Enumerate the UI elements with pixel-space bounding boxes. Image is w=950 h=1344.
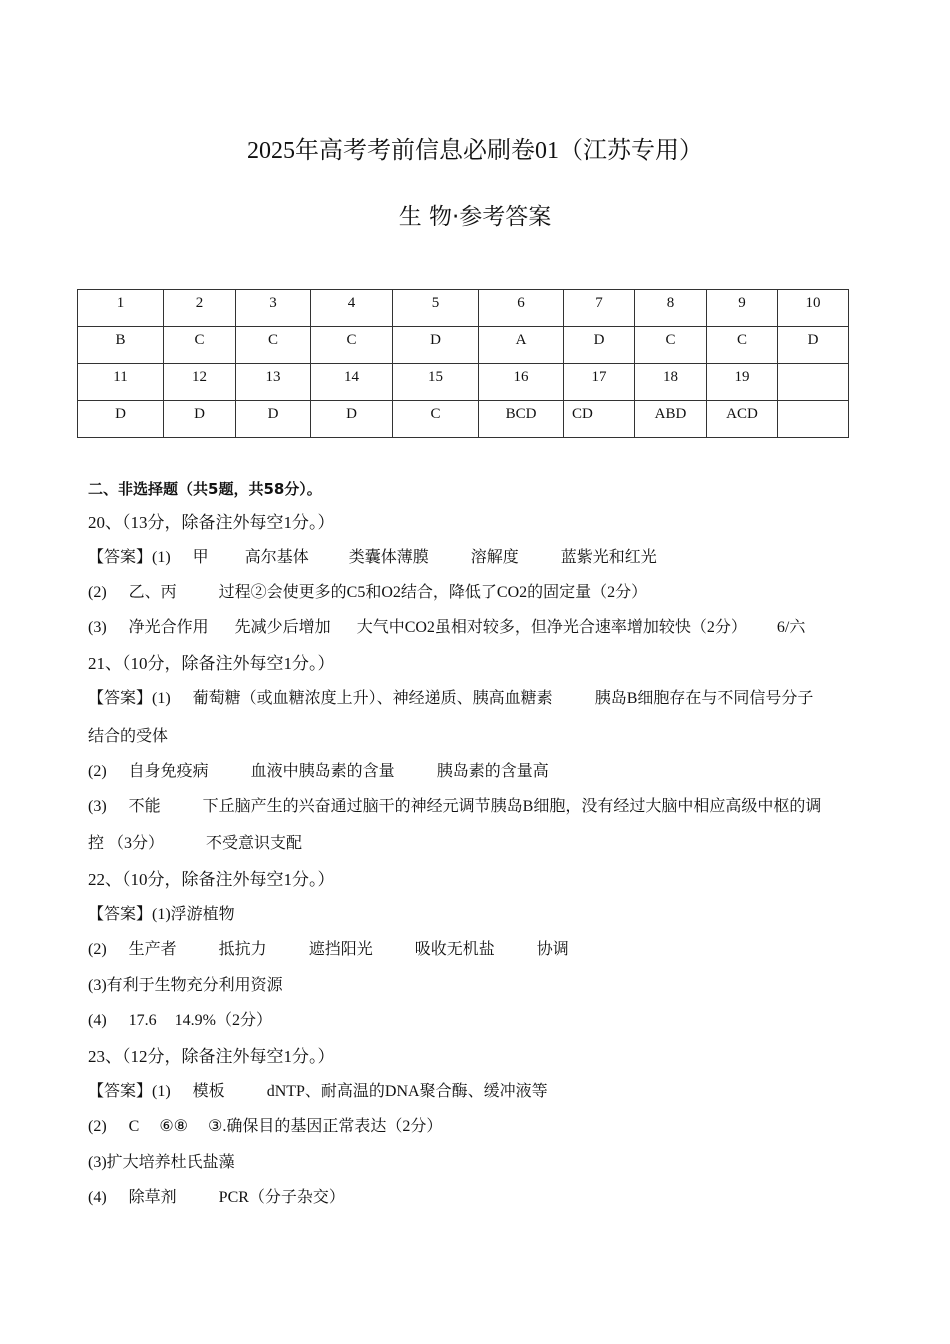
table-cell: 19 — [707, 364, 778, 401]
table-cell: D — [393, 327, 479, 364]
table-cell: CD — [564, 401, 635, 438]
table-cell: 10 — [778, 290, 849, 327]
answer-item: 17.6 — [128, 1012, 157, 1029]
table-cell: 18 — [635, 364, 707, 401]
table-cell: 6 — [479, 290, 564, 327]
answer-item: 类囊体薄膜 — [348, 549, 429, 566]
answer-line: (3)有利于生物充分利用资源 — [88, 977, 283, 994]
answer-line — [88, 686, 813, 712]
table-cell: BCD — [479, 401, 564, 438]
table-cell: 13 — [236, 364, 311, 401]
answer-line: 结合的受体 — [88, 728, 169, 745]
answer-item: 生产者 — [128, 941, 177, 958]
table-cell — [778, 364, 849, 401]
table-cell: B — [78, 327, 164, 364]
answer-item: 除草剂 — [128, 1189, 177, 1206]
table-cell: 9 — [707, 290, 778, 327]
answer-label: (2) — [88, 1118, 107, 1135]
table-cell: 15 — [393, 364, 479, 401]
answer-item: 吸收无机盐 — [414, 941, 495, 958]
table-cell: C — [635, 327, 707, 364]
answer-item: 不能 — [128, 798, 161, 815]
table-cell: D — [236, 401, 311, 438]
page-subtitle: 生 物·参考答案 — [398, 204, 552, 230]
answer-label: (3) — [88, 619, 107, 636]
table-cell: 14 — [311, 364, 393, 401]
table-cell — [778, 401, 849, 438]
answer-label: (4) — [88, 1012, 107, 1029]
answer-item: 高尔基体 — [244, 549, 309, 566]
answer-item: 葡萄糖（或血糖浓度上升）、神经递质、胰高血糖素 — [192, 690, 553, 707]
table-cell: ACD — [707, 401, 778, 438]
table-row — [78, 364, 849, 401]
answer-item: dNTP、耐高温的DNA聚合酶、缓冲液等 — [266, 1083, 548, 1100]
answer-label: (2) — [88, 763, 107, 780]
table-cell: D — [564, 327, 635, 364]
answer-label: 【答案】(1) — [88, 549, 171, 566]
answer-item: 协调 — [536, 941, 569, 958]
answer-item: 净光合作用 — [128, 619, 209, 636]
table-cell: 1 — [78, 290, 164, 327]
table-row — [78, 290, 849, 327]
answer-line: (3)扩大培养杜氏盐藻 — [88, 1154, 235, 1171]
answer-item: 抵抗力 — [218, 941, 267, 958]
answer-label: (3) — [88, 798, 107, 815]
table-cell: 17 — [564, 364, 635, 401]
answer-line — [88, 1185, 345, 1211]
answer-item: 血液中胰岛素的含量 — [250, 763, 395, 780]
table-cell: 5 — [393, 290, 479, 327]
answer-item: 过程②会使更多的C5和O2结合，降低了CO2的固定量（2分） — [218, 584, 648, 601]
answer-item: 模板 — [192, 1083, 225, 1100]
answer-item: 6/六 — [776, 619, 806, 636]
answer-line — [88, 615, 805, 641]
table-cell: 16 — [479, 364, 564, 401]
answer-item: 胰岛素的含量高 — [436, 763, 549, 780]
table-cell: C — [311, 327, 393, 364]
answer-item: 遮挡阳光 — [308, 941, 373, 958]
table-cell: D — [778, 327, 849, 364]
answer-item: ⑥⑧ — [159, 1118, 189, 1135]
answer-line — [88, 759, 549, 785]
answer-item: 胰岛B细胞存在与不同信号分子 — [594, 690, 814, 707]
answer-item: 甲 — [192, 549, 209, 566]
answer-label: (2) — [88, 584, 107, 601]
page-title: 2025年高考考前信息必刷卷01（江苏专用） — [247, 138, 703, 164]
answer-item: 乙、丙 — [128, 584, 177, 601]
answer-item: ③.确保目的基因正常表达（2分） — [208, 1118, 443, 1135]
table-row — [78, 327, 849, 364]
table-cell: C — [707, 327, 778, 364]
table-cell: ABD — [635, 401, 707, 438]
section-title: 二、非选择题（共5题，共58分）。 — [88, 480, 322, 498]
answer-label: (4) — [88, 1189, 107, 1206]
answer-line: 【答案】(1)浮游植物 — [88, 906, 235, 923]
answer-item: 自身免疫病 — [128, 763, 209, 780]
answer-item: PCR（分子杂交） — [218, 1189, 345, 1206]
question-header: 20、（13分，除备注外每空1分。） — [88, 513, 335, 532]
question-header: 22、（10分，除备注外每空1分。） — [88, 870, 335, 889]
table-cell: C — [164, 327, 236, 364]
answer-table — [77, 289, 849, 438]
table-cell: A — [479, 327, 564, 364]
answer-line — [88, 1079, 548, 1105]
question-header: 23、（12分，除备注外每空1分。） — [88, 1047, 335, 1066]
table-cell: 8 — [635, 290, 707, 327]
table-cell: 11 — [78, 364, 164, 401]
table-row — [78, 401, 849, 438]
answer-line — [88, 937, 569, 963]
table-cell: D — [78, 401, 164, 438]
question-header: 21、（10分，除备注外每空1分。） — [88, 654, 335, 673]
table-cell: 2 — [164, 290, 236, 327]
table-cell: 3 — [236, 290, 311, 327]
answer-item: 下丘脑产生的兴奋通过脑干的神经元调节胰岛B细胞，没有经过大脑中相应高级中枢的调 — [202, 798, 822, 815]
table-cell: 7 — [564, 290, 635, 327]
table-cell: D — [311, 401, 393, 438]
answer-item: 溶解度 — [470, 549, 519, 566]
table-cell: D — [164, 401, 236, 438]
answer-line — [88, 1114, 442, 1140]
answer-line — [88, 545, 657, 571]
answer-label: (2) — [88, 941, 107, 958]
answer-item: 先减少后增加 — [234, 619, 331, 636]
answer-label: 【答案】(1) — [88, 1083, 171, 1100]
answer-item: 14.9%（2分） — [174, 1012, 272, 1029]
answer-item: 蓝紫光和红光 — [560, 549, 657, 566]
answer-line — [88, 1008, 272, 1034]
answer-line — [88, 831, 302, 857]
answer-item: 不受意识支配 — [206, 835, 303, 852]
table-cell: 12 — [164, 364, 236, 401]
table-cell: C — [236, 327, 311, 364]
table-cell: C — [393, 401, 479, 438]
answer-label: 【答案】(1) — [88, 690, 171, 707]
answer-item: 大气中CO2虽相对较多，但净光合速率增加较快（2分） — [356, 619, 747, 636]
table-cell: 4 — [311, 290, 393, 327]
answer-item: C — [128, 1118, 140, 1135]
answer-item: 控 （3分） — [88, 835, 165, 852]
answer-line — [88, 580, 647, 606]
answer-line — [88, 794, 821, 820]
